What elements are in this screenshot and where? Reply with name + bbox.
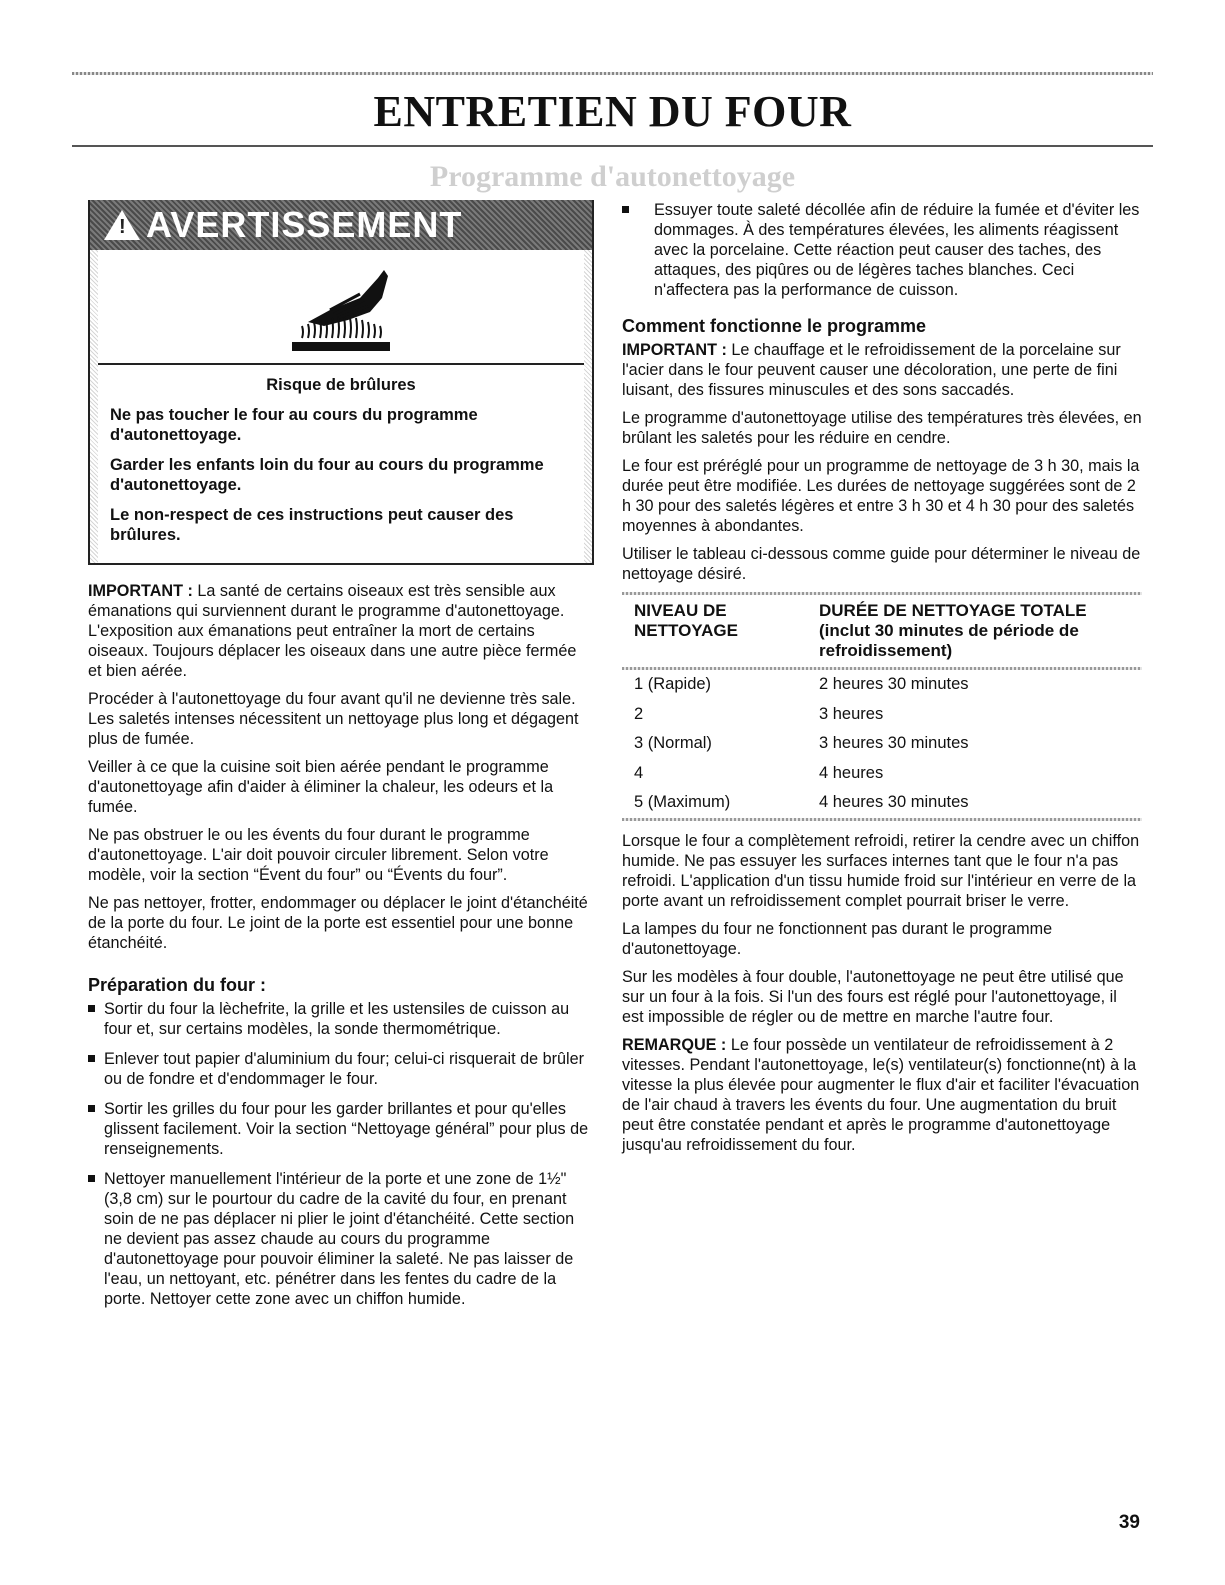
paragraph: Utiliser le tableau ci-dessous comme guide pour déterminer le niveau de nettoyage désiré.: [622, 545, 1141, 583]
bullet-square-icon: [88, 1055, 95, 1062]
right-column: [622, 200, 1142, 1163]
note-text: Le four possède un ventilateur de refroidissement à 2 vitesses. Pendant l'autonettoyage, le(s) ventilateur(s) fonctionne(nt) à la vitesse la plus élevée pour augmenter le flux d'air et faciliter l'évacuation de l'air chaud à travers les évents du four. Une augmentation du bruit peut être constatée pendant et après le programme d'autonettoyage jusqu'au refroidissement du four.: [622, 1035, 1140, 1154]
important-paragraph: [622, 340, 1142, 400]
note-label: REMARQUE :: [622, 1035, 727, 1054]
table-cell: 4 heures 30 minutes: [819, 793, 969, 812]
warning-title: Risque de brûlures: [266, 376, 416, 394]
page-title: ENTRETIEN DU FOUR: [373, 87, 852, 136]
list-item: [622, 200, 1142, 300]
list-item-text: Sortir les grilles du four pour les garder brillantes et pour qu'elles glissent facilement. Voir la section “Nettoyage général” pour plus de renseignements.: [104, 1100, 589, 1158]
table-rule: [622, 818, 1142, 821]
list-item: [88, 999, 593, 1039]
table-cell: 4: [634, 763, 644, 782]
how-it-works-heading: Comment fonctionne le programme: [622, 316, 927, 336]
list-item-text: Enlever tout papier d'aluminium du four; celui-ci risquerait de brûler ou de fondre et d'endommager le four.: [104, 1050, 584, 1088]
title-rule: [72, 145, 1153, 147]
paragraph: Le four est préréglé pour un programme de nettoyage de 3 h 30, mais la durée peut être modifiée. Les durées de nettoyage suggérées sont de 2 h 30 pour des saletés légères et entre 3 h 30 et 4 h 30 pour des saletés moyennes à abondantes.: [622, 457, 1140, 535]
hot-surface-icon: [98, 250, 584, 365]
paragraph: Le programme d'autonettoyage utilise des températures très élevées, en brûlant les saletés pour les réduire en cendre.: [622, 409, 1142, 447]
table-row: [622, 700, 1142, 730]
bullet-square-icon: [88, 1105, 95, 1112]
paragraph: La lampes du four ne fonctionnent pas durant le programme d'autonettoyage.: [622, 919, 1053, 958]
paragraph: Ne pas nettoyer, frotter, endommager ou déplacer le joint d'étanchéité de la porte du four. Le joint de la porte est essentiel pour une bonne étanchéité.: [88, 894, 588, 952]
important-label: IMPORTANT :: [622, 341, 727, 359]
warning-line: Ne pas toucher le four au cours du programme d'autonettoyage.: [110, 406, 478, 444]
list-item-text: Sortir du four la lèchefrite, la grille et les ustensiles de cuisson au four et, sur certains modèles, la sonde thermométrique.: [104, 1000, 570, 1038]
list-item: [88, 1169, 593, 1309]
table-cell: 2: [634, 704, 644, 723]
left-column: [88, 200, 593, 1319]
table-cell: 1 (Rapide): [634, 675, 712, 693]
paragraph: Lorsque le four a complètement refroidi, retirer la cendre avec un chiffon humide. Ne pas essuyer les surfaces internes tant que le four n'a pas refroidi. L'application d'un tissu humide froid sur l'intérieur en verre de la porte avant un refroidissement complet pourrait briser le verre.: [622, 831, 1140, 910]
paragraph: Sur les modèles à four double, l'autonettoyage ne peut être utilisé que sur un four à la fois. Si l'un des fours est réglé pour l'autonettoyage, il est impossible de régler ou de mettre en marche l'autre four.: [622, 967, 1124, 1026]
paragraph: Veiller à ce que la cuisine soit bien aérée pendant le programme d'autonettoyage afin d'aider à éliminer la chaleur, les odeurs et la fumée.: [88, 758, 554, 816]
important-label: IMPORTANT :: [88, 582, 193, 600]
paragraph: Ne pas obstruer le ou les évents du four durant le programme d'autonettoyage. L'air doit pouvoir circuler librement. Selon votre modèle, voir la section “Évent du four” ou “Évents du four”.: [88, 826, 549, 884]
bullet-square-icon: [622, 206, 629, 213]
table-header: [622, 595, 1142, 667]
bullet-square-icon: [88, 1175, 95, 1182]
table-row: [622, 729, 1142, 759]
warning-header: [90, 200, 592, 250]
bullet-square-icon: [88, 1005, 95, 1012]
table-cell: 4 heures: [819, 763, 884, 782]
section-subtitle: Programme d'autonettoyage: [429, 160, 796, 193]
paragraph: Procéder à l'autonettoyage du four avant qu'il ne devienne très sale. Les saletés intenses nécessitent un nettoyage plus long et dégagent plus de fumée.: [88, 690, 579, 748]
list-item-text: Essuyer toute saleté décollée afin de réduire la fumée et d'éviter les dommages. À des températures élevées, les aliments réagissent avec la porcelaine. Cette réaction peut causer des taches, des attaques, des piqûres ou de légères taches blanches. Ceci n'affectera pas la performance de cuisson.: [654, 201, 1140, 299]
table-cell: 2 heures 30 minutes: [819, 675, 969, 693]
table-cell: 5 (Maximum): [634, 793, 731, 812]
warning-line: Le non-respect de ces instructions peut causer des brûlures.: [110, 506, 514, 544]
note-paragraph: [622, 1035, 1142, 1155]
important-text: La santé de certains oiseaux est très sensible aux émanations qui surviennent durant le programme d'autonettoyage. L'exposition aux émanations peut entraîner la mort de certains oiseaux. Toujours déplacer les oiseaux dans une autre pièce fermée et bien aérée.: [88, 582, 577, 680]
table-cell: 3 heures 30 minutes: [819, 734, 969, 753]
important-text: Le chauffage et le refroidissement de la porcelaine sur l'acier dans le four peuvent causer une décoloration, une perte de fini luisant, des fissures minuscules et des sons saccadés.: [622, 341, 1121, 399]
warning-body: [98, 365, 584, 563]
table-row: [622, 759, 1142, 789]
table-cell: 3 (Normal): [634, 734, 712, 753]
page-number: 39: [1118, 1512, 1140, 1533]
warning-heading: AVERTISSEMENT: [146, 204, 463, 245]
list-item: [88, 1099, 593, 1159]
table-row: [622, 670, 1142, 700]
cleaning-level-table: [622, 592, 1142, 821]
table-cell: 3 heures: [819, 704, 884, 723]
top-rule: [72, 72, 1153, 75]
list-item-text: Nettoyer manuellement l'intérieur de la porte et une zone de 1½" (3,8 cm) sur le pourtour du cadre de la cavité du four, en prenant soin de ne pas déplacer ni plier le joint d'étanchéité. Cette section ne devient pas assez chaude au cours du programme d'autonettoyage pour pouvoir éliminer la saleté. Ne pas laisser de l'eau, un nettoyant, etc. pénétrer dans les fentes du cadre de la porte. Nettoyer cette zone avec un chiffon humide.: [104, 1170, 575, 1308]
warning-line: Garder les enfants loin du four au cours du programme d'autonettoyage.: [110, 456, 544, 494]
list-item: [88, 1049, 593, 1089]
warning-box: [88, 200, 594, 565]
important-paragraph: [88, 581, 593, 681]
column-header-level: NIVEAU DE NETTOYAGE: [634, 601, 738, 640]
preparation-heading: Préparation du four :: [88, 975, 267, 995]
warning-triangle-icon: [104, 210, 140, 240]
column-header-duration: DURÉE DE NETTOYAGE TOTALE (inclut 30 minutes de période de refroidissement): [819, 601, 1087, 660]
table-row: [622, 788, 1142, 818]
